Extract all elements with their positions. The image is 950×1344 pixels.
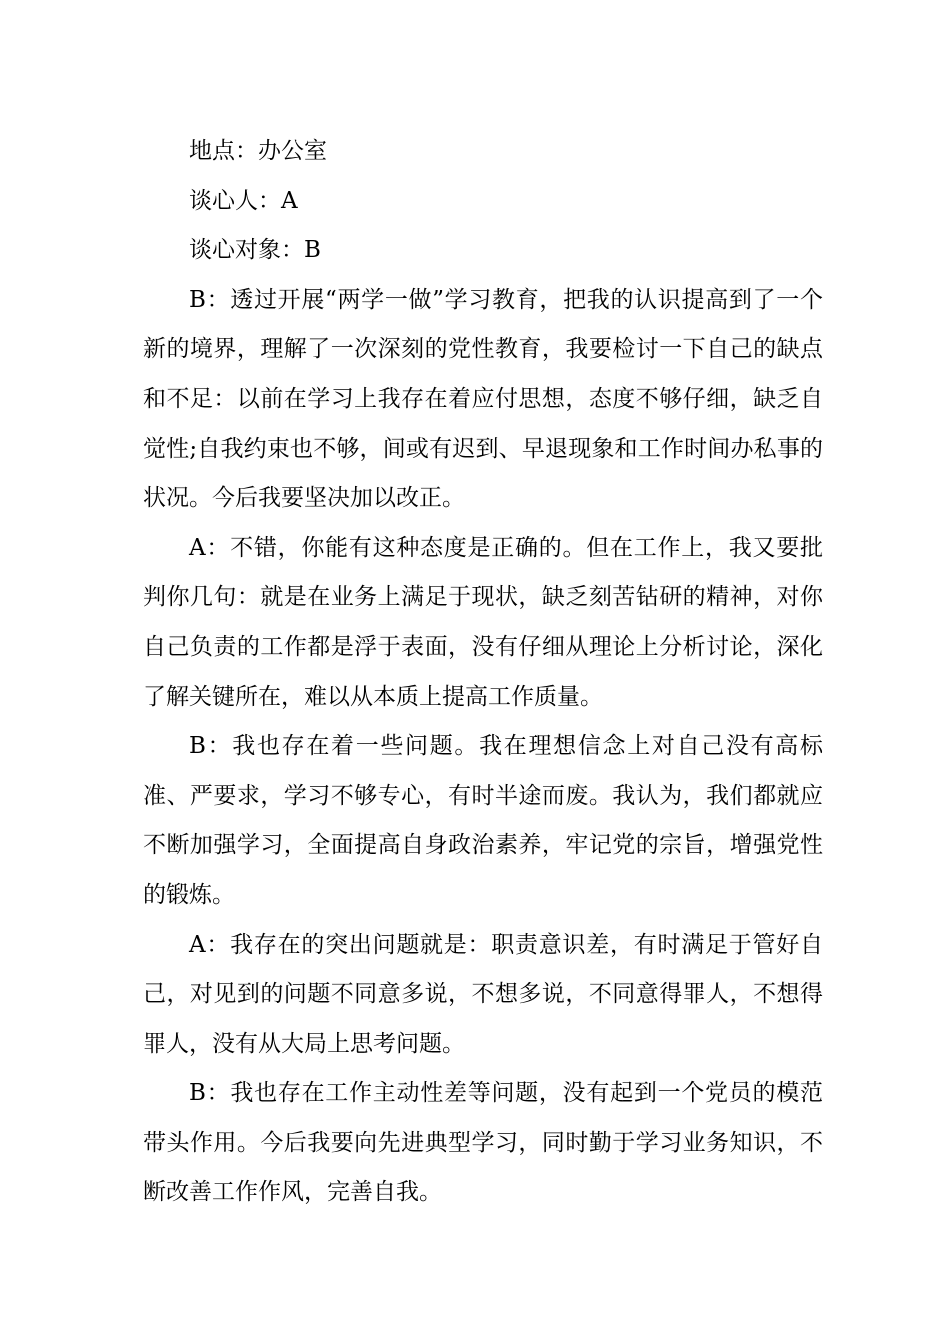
speaker-line: 谈心人：A [189,187,298,214]
location-line: 地点：办公室 [189,138,327,164]
dialogue-paragraph-b-2: B：我也存在着一些问题。我在理想信念上对自己没有高标准、严要求，学习不够专心，有时半途而废。我认为，我们都就应不断加强学习，全面提高自身政治素养，牢记党的宗旨，增强党性的锻炼。 [143,733,823,908]
dialogue-paragraph-a-2: A：我存在的突出问题就是：职责意识差，有时满足于管好自己，对见到的问题不同意多说，不想多说，不同意得罪人，不想得罪人，没有从大局上思考问题。 [143,931,823,1057]
document-body [143,127,823,1218]
listener-line: 谈心对象：B [189,237,321,264]
dialogue-paragraph-b-1: B：透过开展“两学一做”学习教育，把我的认识提高到了一个新的境界，理解了一次深刻的党性教育，我要检讨一下自己的缺点和不足：以前在学习上我存在着应付思想，态度不够仔细，缺乏自觉性;自我约束也不够，间或有迟到、早退现象和工作时间办私事的状况。今后我要坚决加以改正。 [143,286,823,512]
dialogue-paragraph-a-1: A：不错，你能有这种态度是正确的。但在工作上，我又要批判你几句：就是在业务上满足于现状，缺乏刻苦钻研的精神，对你自己负责的工作都是浮于表面，没有仔细从理论上分析讨论，深化了解关键所在，难以从本质上提高工作质量。 [143,534,823,710]
dialogue-paragraph-b-3: B：我也存在工作主动性差等问题，没有起到一个党员的模范带头作用。今后我要向先进典型学习，同时勤于学习业务知识，不断改善工作作风，完善自我。 [143,1080,823,1206]
